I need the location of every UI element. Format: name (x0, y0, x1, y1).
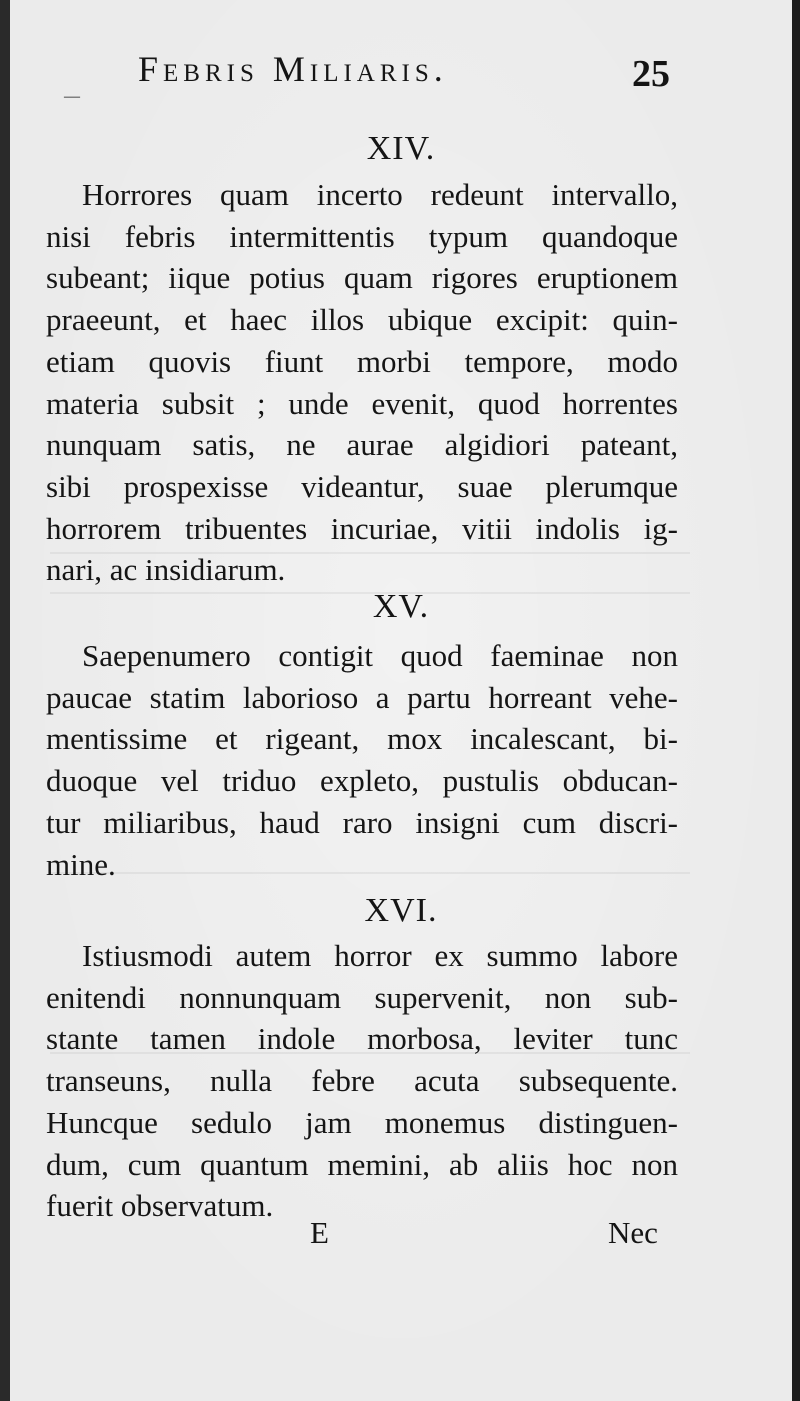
text-line: horrorem tribuentes incuriae, vitii indolis ig- (46, 510, 678, 546)
text-line: mine. (46, 846, 116, 882)
text-line: Huncque sedulo jam monemus distinguen- (46, 1104, 678, 1140)
paragraph-xiv (46, 174, 678, 591)
signature-mark: E (310, 1215, 329, 1250)
text-line: mentissime et rigeant, mox incalescant, bi- (46, 721, 678, 757)
text-line: Istiusmodi autem horror ex summo labore (82, 938, 678, 973)
page-number: 25 (632, 53, 670, 95)
section-heading-xiv: XIV. (366, 130, 436, 167)
paragraph-xv (46, 635, 678, 885)
catchword: Nec (608, 1215, 658, 1250)
section-heading-xvi: XVI. (364, 892, 438, 929)
text-line: Saepenumero contigit quod faeminae non (82, 638, 678, 673)
text-line: stante tamen indole morbosa, leviter tunc (46, 1021, 678, 1057)
text-line: Horrores quam incerto redeunt intervallo, (82, 177, 678, 212)
text-line: tur miliaribus, haud raro insigni cum discri- (46, 804, 678, 840)
text-line: nisi febris intermittentis typum quandoque (46, 218, 678, 254)
text-line: materia subsit ; unde evenit, quod horrentes (46, 385, 678, 421)
running-head (10, 48, 792, 105)
text-line: etiam quovis fiunt morbi tempore, modo (46, 343, 678, 379)
text-line: fuerit observatum. (46, 1188, 274, 1224)
text-line: praeeunt, et haec illos ubique excipit: quin- (46, 302, 678, 338)
text-line: duoque vel triduo expleto, pustulis obducan- (46, 763, 678, 799)
text-line: subeant; iique potius quam rigores eruptionem (46, 260, 678, 296)
text-line: dum, cum quantum memini, ab aliis hoc non (46, 1146, 678, 1182)
text-line: sibi prospexisse videantur, suae plerumque (46, 468, 678, 504)
running-head-mark: — (64, 88, 80, 105)
text-line: nari, ac insidiarum. (46, 552, 286, 588)
text-line: transeuns, nulla febre acuta subsequente. (46, 1063, 678, 1099)
text-line: enitendi nonnunquam supervenit, non sub- (46, 979, 678, 1015)
running-head-title: Febris Miliaris. (138, 49, 448, 89)
text-line: paucae statim laborioso a partu horreant vehe- (46, 679, 678, 715)
section-heading-xv: XV. (372, 588, 430, 625)
page-edge-shadow (792, 0, 800, 1401)
paragraph-xvi (46, 935, 678, 1227)
book-page (10, 0, 792, 1401)
text-line: nunquam satis, ne aurae algidiori pateant, (46, 427, 678, 463)
